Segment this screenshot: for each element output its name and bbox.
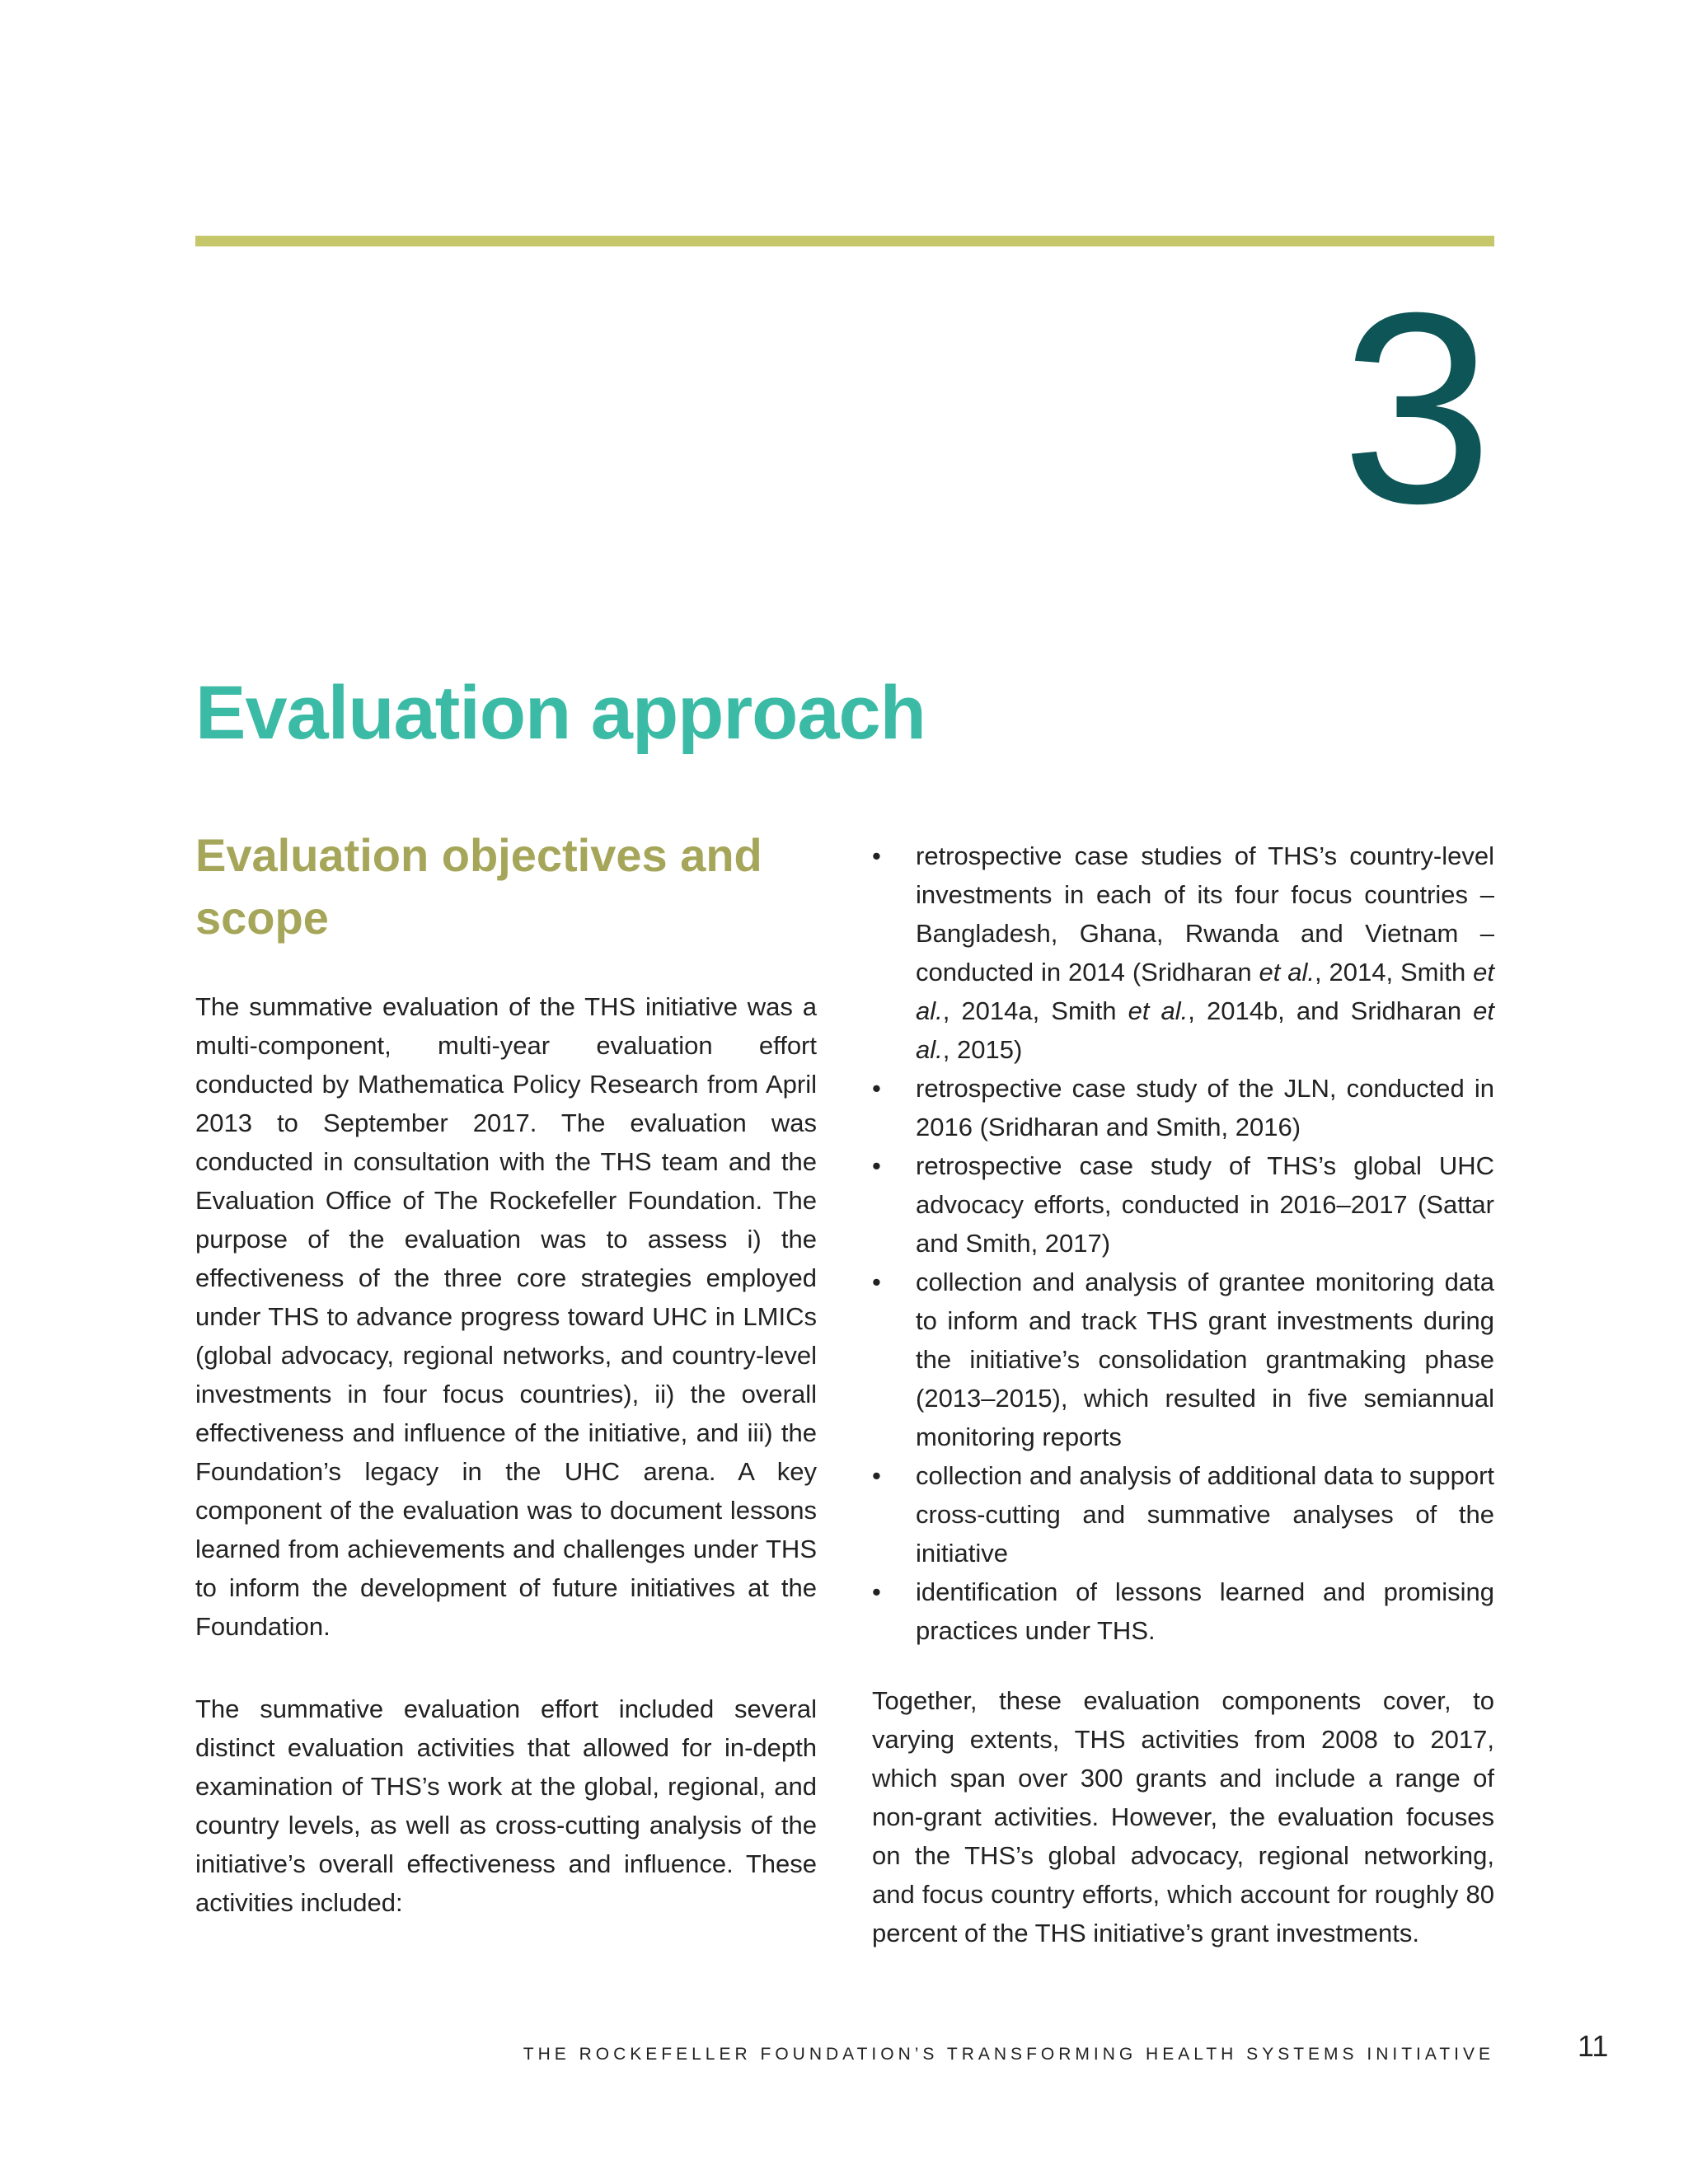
bullet-icon: • (872, 1074, 881, 1103)
chapter-number: 3 (1341, 255, 1493, 560)
list-item: • collection and analysis of additional data to support cross-cutting and summative analyses of the initiative (872, 1456, 1494, 1572)
bullet-icon: • (872, 1151, 881, 1180)
activities-list (872, 837, 1494, 1650)
left-column (195, 824, 817, 1966)
list-item: • retrospective case study of THS’s global UHC advocacy efforts, conducted in 2016–2017 (Sattar and Smith, 2017) (872, 1146, 1494, 1263)
section-heading: Evaluation objectives and scope (195, 829, 762, 944)
chapter-rule (195, 236, 1494, 246)
closing-paragraph: Together, these evaluation components cover, to varying extents, THS activities from 2008 to 2017, which span over 300 grants and include a range of non-grant activities. However, the evaluation focuses on the THS’s global advocacy, regional networking, and focus country efforts, which account for roughly 80 percent of the THS initiative’s grant investments. (872, 1686, 1494, 1947)
bullet-icon: • (872, 1268, 881, 1296)
bullet-icon: • (872, 1461, 881, 1490)
right-column (872, 837, 1494, 1996)
list-item: • collection and analysis of grantee monitoring data to inform and track THS grant investments during the initiative’s consolidation grantmaking phase (2013–2015), which resulted in five semiannual monitoring reports (872, 1263, 1494, 1456)
bullet-icon: • (872, 841, 881, 870)
page-title: Evaluation approach (195, 671, 926, 755)
bullet-icon: • (872, 1577, 881, 1606)
list-item: • retrospective case study of the JLN, conducted in 2016 (Sridharan and Smith, 2016) (872, 1069, 1494, 1146)
page-number: 11 (1578, 2029, 1609, 2063)
body-paragraph-2: The summative evaluation effort included several distinct evaluation activities that allowed for in-depth examination of THS’s work at the global, regional, and country levels, as well as cross-cutting analysis of the initiative’s overall effectiveness and influence. These activities included: (195, 1694, 817, 1917)
list-item: • identification of lessons learned and promising practices under THS. (872, 1572, 1494, 1650)
list-item: • retrospective case studies of THS’s country-level investments in each of its four focus countries – Bangladesh, Ghana, Rwanda and Vietnam – conducted in 2014 (Sridharan et al., 2014, Smith et al., 2014a, Smith et al., 2014b, and Sridharan et al., 2015) (872, 837, 1494, 1069)
body-paragraph-1: The summative evaluation of the THS initiative was a multi-component, multi-year evaluation effort conducted by Mathematica Policy Research from April 2013 to September 2017. The evaluation was conducted in consultation with the THS team and the Evaluation Office of The Rockefeller Foundation. The purpose of the evaluation was to assess i) the effectiveness of the three core strategies employed under THS to advance progress toward UHC in LMICs (global advocacy, regional networks, and country-level investments in four focus countries), ii) the overall effectiveness and influence of the initiative, and iii) the Foundation’s legacy in the UHC arena. A key component of the evaluation was to document lessons learned from achievements and challenges under THS to inform the development of future initiatives at the Foundation. (195, 992, 817, 1641)
running-footer: THE ROCKEFELLER FOUNDATION’S TRANSFORMING HEALTH SYSTEMS INITIATIVE (523, 2045, 1494, 2064)
